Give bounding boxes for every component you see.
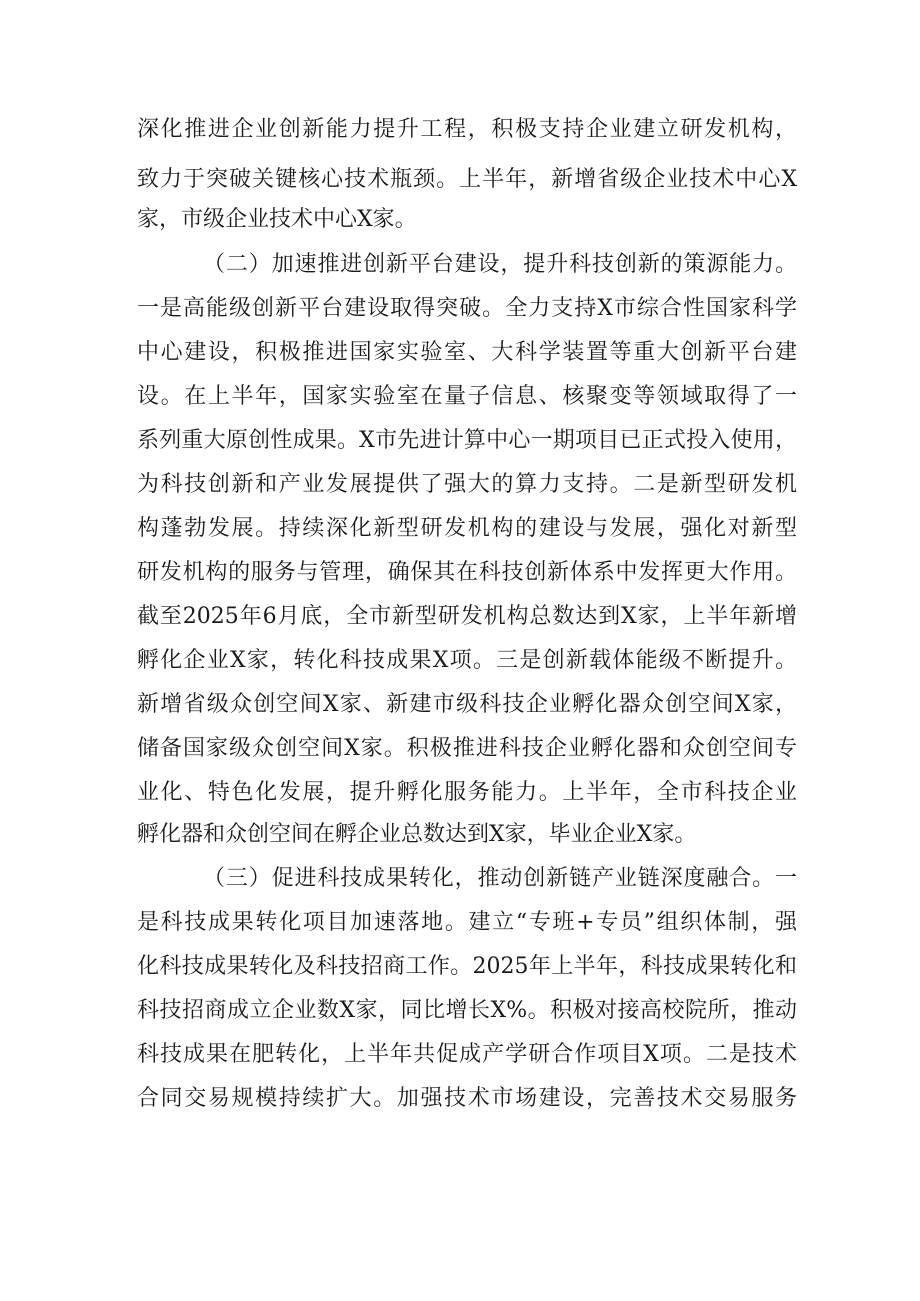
text-line: 科技成果在肥转化，上半年共促成产学研合作项目X项。二是技术 [137, 1042, 797, 1067]
text-line: 合同交易规模持续扩大。加强技术市场建设，完善技术交易服务 [137, 1086, 797, 1111]
text-line: 中心建设，积极推进国家实验室、大科学装置等重大创新平台建 [137, 340, 797, 365]
text-line: 系列重大原创性成果。X市先进计算中心一期项目已正式投入使用， [137, 428, 797, 453]
text-line: 孵化企业X家，转化科技成果X项。三是创新载体能级不断提升。 [137, 648, 797, 673]
text-line: 是科技成果转化项目加速落地。建立“专班+专员”组织体制，强 [137, 910, 797, 935]
text-line: 为科技创新和产业发展提供了强大的算力支持。二是新型研发机 [137, 472, 797, 497]
section-heading: （三）促进科技成果转化，推动创新链产业链深度融合。一 [203, 866, 797, 891]
text-line: 构蓬勃发展。持续深化新型研发机构的建设与发展，强化对新型 [137, 516, 797, 541]
text-line: 家，市级企业技术中心X家。 [137, 207, 417, 232]
text-line: 孵化器和众创空间在孵企业总数达到X家，毕业企业X家。 [137, 822, 697, 847]
text-line: 设。在上半年，国家实验室在量子信息、核聚变等领域取得了一 [137, 384, 797, 409]
section-heading: （二）加速推进创新平台建设，提升科技创新的策源能力。 [203, 252, 797, 277]
text-line: 化科技成果转化及科技招商工作。2025年上半年，科技成果转化和 [137, 954, 797, 979]
text-line: 研发机构的服务与管理，确保其在科技创新体系中发挥更大作用。 [137, 560, 797, 585]
text-line: 科技招商成立企业数X家，同比增长X%。积极对接高校院所，推动 [137, 998, 797, 1023]
text-line: 储备国家级众创空间X家。积极推进科技企业孵化器和众创空间专 [137, 736, 797, 761]
text-line: 一是高能级创新平台建设取得突破。全力支持X市综合性国家科学 [137, 296, 797, 321]
text-line: 致力于突破关键核心技术瓶颈。上半年，新增省级企业技术中心X [137, 167, 797, 192]
text-line: 新增省级众创空间X家、新建市级科技企业孵化器众创空间X家， [137, 692, 797, 717]
text-line: 截至2025年6月底，全市新型研发机构总数达到X家，上半年新增 [137, 604, 797, 629]
text-line: 深化推进企业创新能力提升工程，积极支持企业建立研发机构， [137, 117, 797, 142]
text-line: 业化、特色化发展，提升孵化服务能力。上半年，全市科技企业 [137, 780, 797, 805]
